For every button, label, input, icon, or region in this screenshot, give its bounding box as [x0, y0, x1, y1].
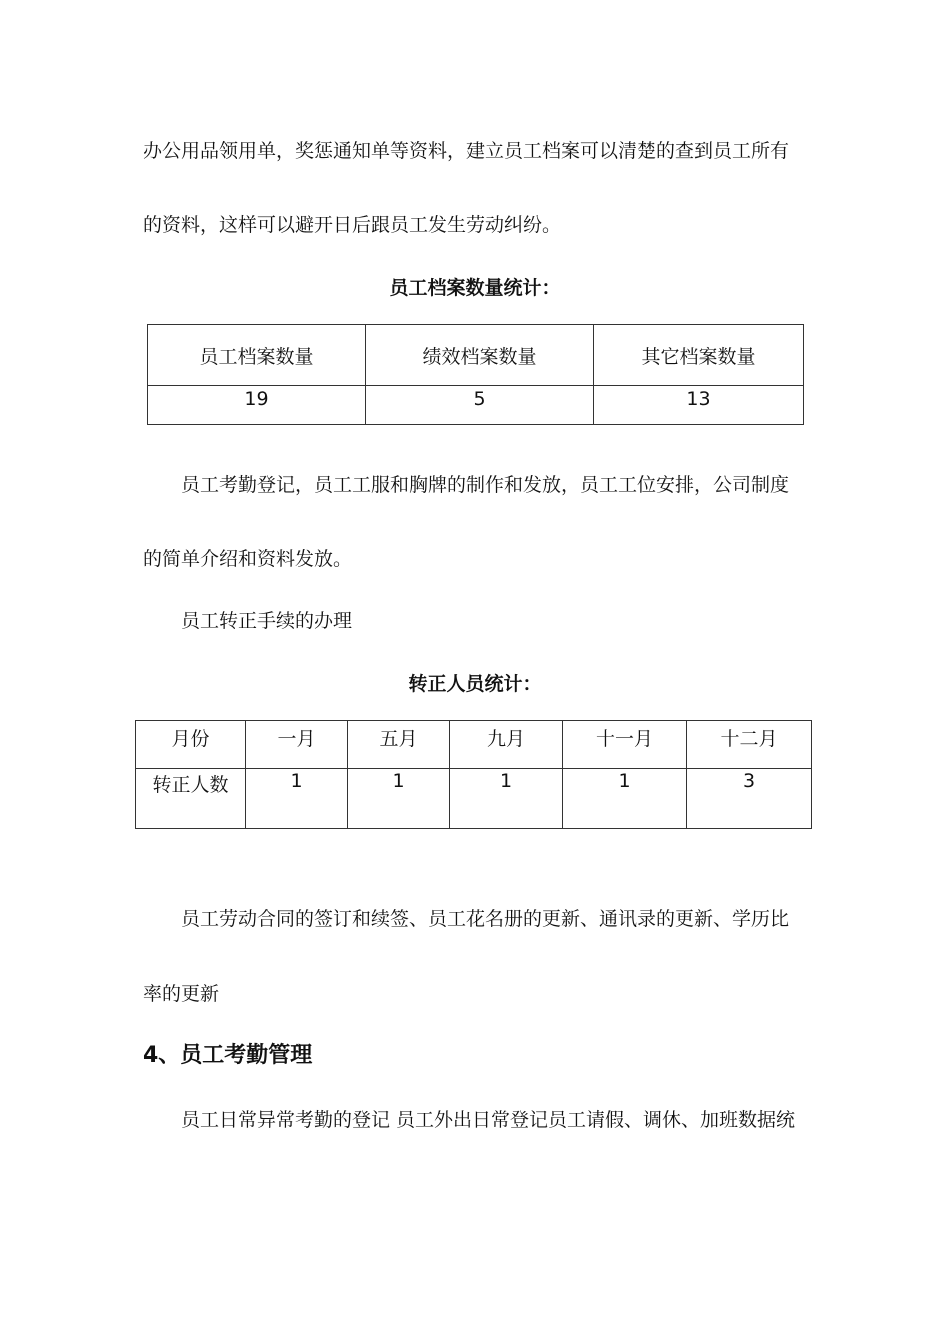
- paragraph-line: 办公用品领用单，奖惩通知单等资料，建立员工档案可以清楚的查到员工所有: [143, 140, 790, 162]
- table-row: [148, 386, 804, 425]
- paragraph-line: 员工转正手续的办理: [181, 610, 353, 632]
- paragraph-line: 员工日常异常考勤的登记 员工外出日常登记员工请假、调休、加班数据统: [181, 1109, 796, 1131]
- table-header-cell: 十一月: [563, 721, 687, 769]
- table-cell: 13: [594, 386, 804, 425]
- table-header-cell: 五月: [348, 721, 450, 769]
- paragraph-line: 率的更新: [143, 983, 220, 1005]
- regular-stats-table: [135, 720, 812, 829]
- archive-stats-title: 员工档案数量统计：: [389, 277, 561, 299]
- table-cell: 1: [450, 769, 563, 829]
- table-cell: 1: [348, 769, 450, 829]
- table-header-row: [136, 721, 812, 769]
- table-header-cell: 其它档案数量: [594, 325, 804, 386]
- table-row: [136, 769, 812, 829]
- regular-stats-title: 转正人员统计：: [408, 673, 542, 695]
- paragraph-line: 的简单介绍和资料发放。: [143, 548, 353, 570]
- table-cell: 1: [246, 769, 348, 829]
- table-header-cell: 九月: [450, 721, 563, 769]
- table-cell: 5: [366, 386, 594, 425]
- paragraph-line: 员工劳动合同的签订和续签、员工花名册的更新、通讯录的更新、学历比: [181, 908, 790, 930]
- table-header-cell: 绩效档案数量: [366, 325, 594, 386]
- paragraph-line: 的资料，这样可以避开日后跟员工发生劳动纠纷。: [143, 214, 562, 236]
- paragraph-line: 员工考勤登记，员工工服和胸牌的制作和发放，员工工位安排，公司制度: [181, 474, 790, 496]
- section-heading: 4、员工考勤管理: [143, 1043, 313, 1068]
- table-cell: 1: [563, 769, 687, 829]
- table-header-row: [148, 325, 804, 386]
- table-header-cell: 一月: [246, 721, 348, 769]
- table-header-cell: 员工档案数量: [148, 325, 366, 386]
- table-cell: 3: [687, 769, 812, 829]
- table-header-cell: 月份: [136, 721, 246, 769]
- table-cell: 19: [148, 386, 366, 425]
- table-header-cell: 十二月: [687, 721, 812, 769]
- table-cell: 转正人数: [136, 769, 246, 829]
- archive-stats-table: [147, 324, 804, 425]
